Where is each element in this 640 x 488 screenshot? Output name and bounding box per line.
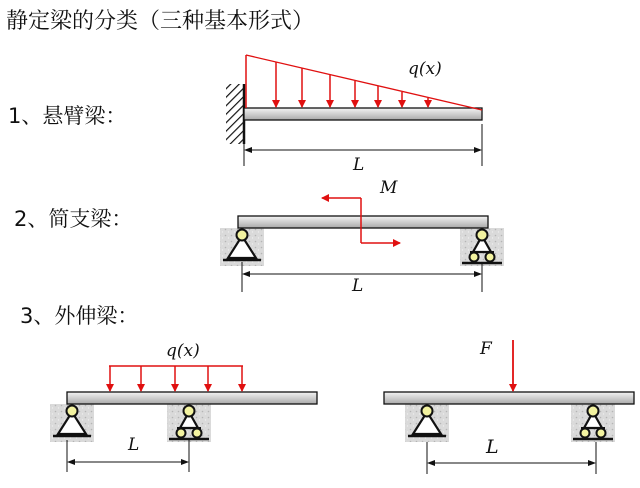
overhanging-diagram	[50, 341, 317, 472]
simply-supported-diagram	[220, 178, 504, 296]
simply-supported-beam-label: 2、简支梁：	[14, 207, 133, 231]
roller-support	[460, 228, 504, 266]
cantilever-diagram	[226, 55, 482, 175]
pin-support	[50, 404, 94, 442]
simply-supported-span-label: L	[352, 276, 364, 296]
pin-support	[220, 228, 264, 266]
overhanging-load-label: q(x)	[166, 341, 200, 361]
point-load-beam	[384, 392, 634, 404]
roller-support	[167, 404, 211, 442]
point-load-span-label: L	[486, 436, 499, 458]
overhanging-beam	[67, 392, 317, 404]
moment-label: M	[380, 178, 398, 198]
cantilever-beam-label: 1、悬臂梁：	[8, 104, 127, 128]
distributed-load-triangular	[246, 55, 482, 110]
roller-support	[571, 404, 615, 442]
page-title: 静定梁的分类（三种基本形式）	[6, 9, 315, 34]
distributed-load-uniform	[109, 366, 243, 391]
point-load-diagram	[384, 339, 634, 474]
fixed-wall	[226, 84, 243, 144]
cantilever-beam	[244, 108, 482, 120]
point-force-label: F	[480, 339, 492, 359]
overhanging-beam-label: 3、外伸梁：	[20, 304, 139, 328]
simply-supported-beam	[238, 216, 488, 228]
overhanging-span-label: L	[128, 435, 140, 455]
cantilever-span-label: L	[353, 155, 365, 175]
pin-support	[405, 404, 449, 442]
cantilever-load-label: q(x)	[408, 59, 442, 79]
